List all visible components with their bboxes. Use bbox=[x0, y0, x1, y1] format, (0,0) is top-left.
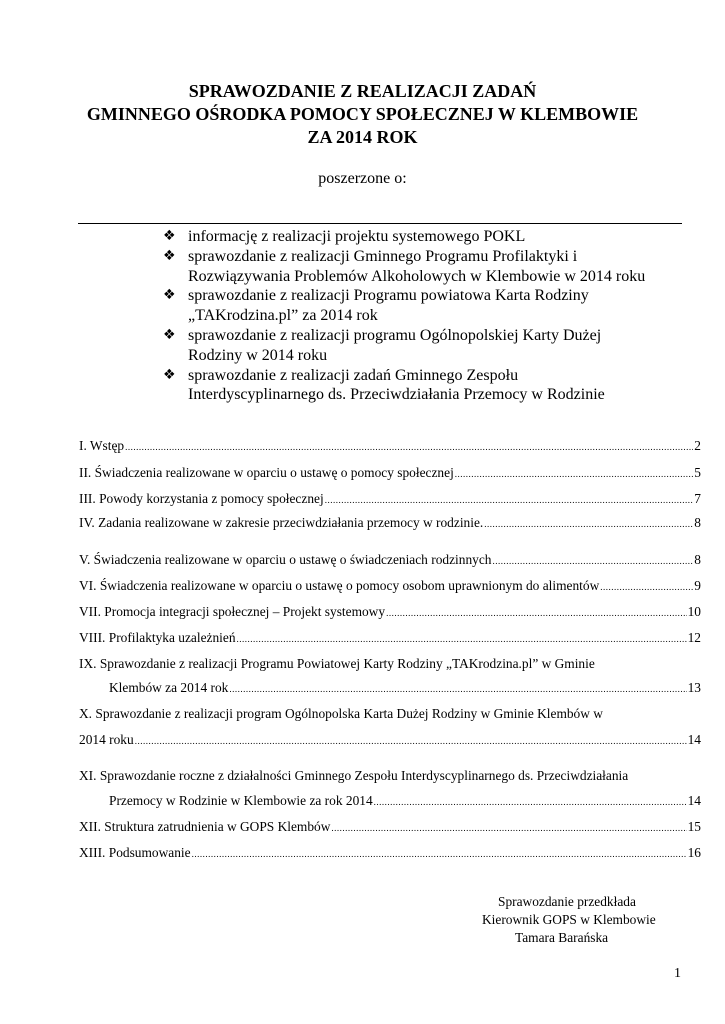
toc-entry-title: V. Świadczenia realizowane w oparciu o ustawę o świadczeniach rodzinnych bbox=[79, 552, 492, 567]
toc-entry-title: Przemocy w Rodzinie w Klembowie za rok 2014 bbox=[109, 793, 373, 808]
title-line-1: SPRAWOZDANIE Z REALIZACJI ZADAŃ bbox=[188, 81, 537, 101]
toc-entry-title: IV. Zadania realizowane w zakresie przeciwdziałania przemocy w rodzinie. bbox=[79, 515, 484, 530]
toc-page-number: 14 bbox=[687, 732, 701, 747]
toc-leader bbox=[600, 582, 693, 592]
bullet-text: informację z realizacji projektu systemowego POKL bbox=[188, 228, 526, 245]
bullet-text: sprawozdanie z realizacji programu Ogólnopolskiej Karty Dużej bbox=[188, 326, 602, 344]
toc-page-number: 8 bbox=[694, 515, 701, 530]
bullet-item bbox=[160, 286, 680, 326]
toc-entry-continued[interactable] bbox=[109, 680, 701, 698]
toc-entry[interactable] bbox=[79, 656, 701, 674]
toc-leader bbox=[386, 608, 687, 618]
bullet-item bbox=[160, 247, 680, 287]
diamond-bullet-icon: ❖ bbox=[163, 326, 176, 343]
toc-entry[interactable] bbox=[79, 604, 701, 622]
toc-page-number: 5 bbox=[694, 465, 701, 480]
toc-entry-title: II. Świadczenia realizowane w oparciu o ustawę o pomocy społecznej bbox=[79, 465, 454, 480]
toc-entry-title: VIII. Profilaktyka uzależnień bbox=[79, 630, 236, 645]
toc-entry-title: III. Powody korzystania z pomocy społecznej bbox=[79, 491, 324, 506]
bullet-text: sprawozdanie z realizacji Programu powiatowa Karta Rodziny bbox=[188, 287, 589, 305]
toc-entry[interactable] bbox=[79, 578, 701, 596]
toc-page-number: 15 bbox=[687, 819, 701, 834]
title-line-2: GMINNEGO OŚRODKA POMOCY SPOŁECZNEJ W KLEMBOWIE bbox=[86, 104, 639, 124]
toc-page-number: 10 bbox=[687, 604, 701, 619]
toc-entry[interactable] bbox=[79, 768, 701, 786]
toc-entry-continued[interactable] bbox=[79, 732, 701, 750]
signature-line-1: Sprawozdanie przedkłada bbox=[498, 894, 636, 909]
diamond-bullet-icon: ❖ bbox=[163, 287, 176, 304]
toc-entry-title: XI. Sprawozdanie roczne z działalności Gminnego Zespołu Interdyscyplinarnego ds. Przeciwdziałania bbox=[79, 768, 629, 783]
toc-page-number: 8 bbox=[694, 552, 701, 567]
bullet-text-continued: Interdyscyplinarnego ds. Przeciwdziałania Przemocy w Rodzinie bbox=[188, 386, 605, 404]
bullet-text: sprawozdanie z realizacji zadań Gminnego Zespołu bbox=[188, 366, 519, 384]
signature-block bbox=[482, 893, 656, 947]
document-title bbox=[40, 80, 685, 149]
toc-entry[interactable] bbox=[79, 630, 701, 648]
bullet-text-continued: „TAKrodzina.pl” za 2014 rok bbox=[188, 307, 378, 325]
toc-leader bbox=[125, 442, 693, 452]
toc-leader bbox=[229, 684, 686, 694]
toc-leader bbox=[374, 797, 687, 807]
toc-entry-title: IX. Sprawozdanie z realizacji Programu Powiatowej Karty Rodziny „TAKrodzina.pl” w Gminie bbox=[79, 656, 595, 671]
toc-leader bbox=[192, 849, 687, 859]
bullet-item bbox=[160, 227, 680, 247]
toc-entry-continued[interactable] bbox=[109, 793, 701, 811]
bullet-item bbox=[160, 366, 680, 406]
title-line-3: ZA 2014 ROK bbox=[307, 127, 418, 147]
toc-entry[interactable] bbox=[79, 465, 701, 483]
toc-leader bbox=[325, 495, 694, 505]
scope-bullet-list bbox=[160, 227, 680, 405]
toc-entry[interactable] bbox=[79, 845, 701, 863]
bullet-text-continued: Rozwiązywania Problemów Alkoholowych w Klembowie w 2014 roku bbox=[188, 267, 646, 285]
bullet-item bbox=[160, 326, 680, 366]
toc-entry[interactable] bbox=[79, 552, 701, 570]
toc-page-number: 13 bbox=[687, 680, 701, 695]
toc-leader bbox=[484, 519, 693, 529]
toc-page-number: 2 bbox=[694, 438, 701, 453]
diamond-bullet-icon: ❖ bbox=[163, 228, 176, 244]
diamond-bullet-icon: ❖ bbox=[163, 247, 176, 264]
diamond-bullet-icon: ❖ bbox=[163, 366, 176, 383]
toc-leader bbox=[135, 736, 687, 746]
subtitle: poszerzone o: bbox=[318, 170, 407, 187]
toc-entry-title: VII. Promocja integracji społecznej – Projekt systemowy bbox=[79, 604, 386, 619]
horizontal-divider bbox=[78, 223, 682, 224]
toc-entry[interactable] bbox=[79, 491, 701, 509]
toc-page-number: 12 bbox=[687, 630, 701, 645]
toc-entry-title: VI. Świadczenia realizowane w oparciu o ustawę o pomocy osobom uprawnionym do alimentów bbox=[79, 578, 600, 593]
toc-leader bbox=[492, 556, 693, 566]
bullet-text: sprawozdanie z realizacji Gminnego Programu Profilaktyki i bbox=[188, 247, 578, 265]
page-number: 1 bbox=[674, 966, 681, 981]
toc-entry[interactable] bbox=[79, 515, 701, 533]
bullet-text-continued: Rodziny w 2014 roku bbox=[188, 346, 328, 364]
toc-entry-title: XIII. Podsumowanie bbox=[79, 845, 191, 860]
toc-entry-title: 2014 roku bbox=[79, 732, 134, 747]
toc-leader bbox=[237, 634, 687, 644]
toc-entry-title: X. Sprawozdanie z realizacji program Ogólnopolska Karta Dużej Rodziny w Gminie Klembów w bbox=[79, 706, 603, 721]
toc-entry-title: I. Wstęp bbox=[79, 438, 125, 453]
toc-page-number: 16 bbox=[687, 845, 701, 860]
toc-page-number: 14 bbox=[687, 793, 701, 808]
signature-line-3: Tamara Barańska bbox=[515, 930, 609, 945]
toc-entry-title: XII. Struktura zatrudnienia w GOPS Klembów bbox=[79, 819, 331, 834]
toc-page-number: 9 bbox=[694, 578, 701, 593]
toc-entry-title: Klembów za 2014 rok bbox=[109, 680, 229, 695]
toc-entry[interactable] bbox=[79, 438, 701, 456]
signature-line-2: Kierownik GOPS w Klembowie bbox=[482, 912, 656, 927]
toc-entry[interactable] bbox=[79, 819, 701, 837]
toc-leader bbox=[331, 823, 686, 833]
toc-leader bbox=[455, 469, 694, 479]
toc-entry[interactable] bbox=[79, 706, 701, 724]
toc-page-number: 7 bbox=[694, 491, 701, 506]
